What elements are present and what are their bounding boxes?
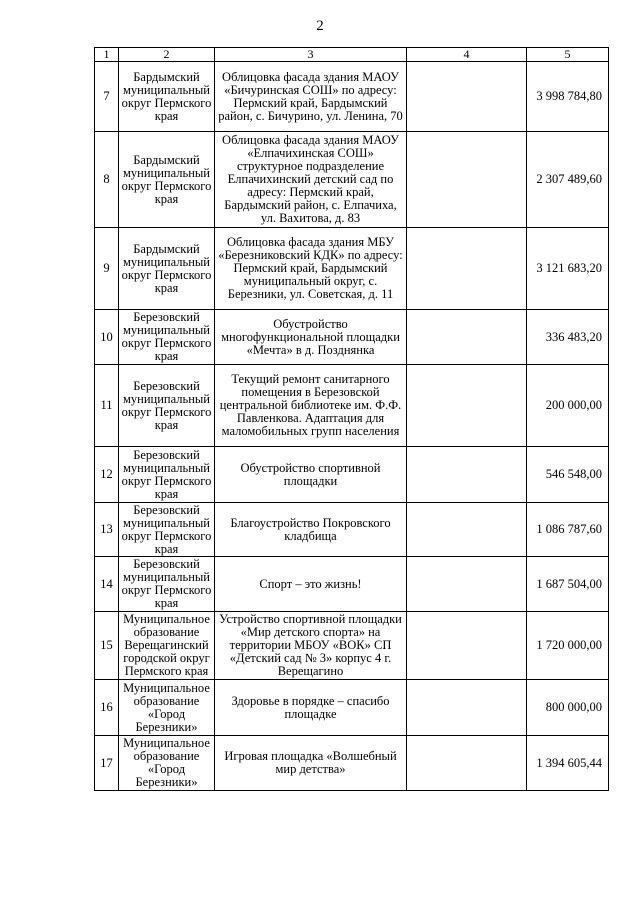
amount: 546 548,00	[527, 447, 609, 503]
amount: 3 121 683,20	[527, 228, 609, 310]
amount: 800 000,00	[527, 680, 609, 736]
page-number: 2	[316, 18, 324, 34]
row-number: 12	[95, 447, 119, 503]
empty-cell	[407, 365, 527, 447]
empty-cell	[407, 132, 527, 228]
project-description: Спорт – это жизнь!	[215, 557, 407, 612]
amount: 200 000,00	[527, 365, 609, 447]
project-description: Устройство спортивной площадки «Мир детского спорта» на территории МБОУ «ВОК» СП «Детский сад № 3» корпус 4 г. Верещагино	[215, 612, 407, 680]
row-number: 16	[95, 680, 119, 736]
row-number: 11	[95, 365, 119, 447]
empty-cell	[407, 680, 527, 736]
empty-cell	[407, 612, 527, 680]
empty-cell	[407, 228, 527, 310]
empty-cell	[407, 62, 527, 132]
project-description: Обустройство многофункциональной площадки «Мечта» в д. Позднянка	[215, 310, 407, 365]
amount: 1 687 504,00	[527, 557, 609, 612]
header-cell: 4	[407, 48, 527, 62]
project-description: Текущий ремонт санитарного помещения в Березовской центральной библиотеке им. Ф.Ф. Павленкова. Адаптация для маломобильных групп населения	[215, 365, 407, 447]
header-cell: 5	[527, 48, 609, 62]
amount: 3 998 784,80	[527, 62, 609, 132]
row-number: 10	[95, 310, 119, 365]
project-description: Игровая площадка «Волшебный мир детства»	[215, 736, 407, 791]
amount: 2 307 489,60	[527, 132, 609, 228]
empty-cell	[407, 736, 527, 791]
header-cell: 2	[119, 48, 215, 62]
table-row	[95, 447, 609, 503]
header-cell: 3	[215, 48, 407, 62]
municipality-name: Муниципальное образование «Город Березники»	[119, 680, 215, 736]
empty-cell	[407, 310, 527, 365]
municipality-name: Березовский муниципальный округ Пермского края	[119, 557, 215, 612]
table-row	[95, 736, 609, 791]
project-description: Облицовка фасада здания МБУ «Березниковский КДК» по адресу: Пермский край, Бардымский муниципальный округ, с. Березники, ул. Советская, д. 11	[215, 228, 407, 310]
project-description: Облицовка фасада здания МАОУ «Бичуринская СОШ» по адресу: Пермский край, Бардымский район, с. Бичурино, ул. Ленина, 70	[215, 62, 407, 132]
row-number: 14	[95, 557, 119, 612]
empty-cell	[407, 503, 527, 557]
municipality-name: Березовский муниципальный округ Пермского края	[119, 503, 215, 557]
funding-table	[94, 47, 609, 791]
row-number: 13	[95, 503, 119, 557]
project-description: Благоустройство Покровского кладбища	[215, 503, 407, 557]
table-row	[95, 365, 609, 447]
project-description: Здоровье в порядке – спасибо площадке	[215, 680, 407, 736]
municipality-name: Березовский муниципальный округ Пермского края	[119, 310, 215, 365]
project-description: Облицовка фасада здания МАОУ «Елпачихинская СОШ» структурное подразделение Елпачихинский детский сад по адресу: Пермский край, Бардымский район, с. Елпачиха, ул. Вахитова, д. 83	[215, 132, 407, 228]
amount: 1 086 787,60	[527, 503, 609, 557]
municipality-name: Березовский муниципальный округ Пермского края	[119, 447, 215, 503]
table-row	[95, 228, 609, 310]
row-number: 8	[95, 132, 119, 228]
table-row	[95, 310, 609, 365]
project-description: Обустройство спортивной площадки	[215, 447, 407, 503]
table-row	[95, 62, 609, 132]
row-number: 17	[95, 736, 119, 791]
municipality-name: Муниципальное образование «Город Березники»	[119, 736, 215, 791]
empty-cell	[407, 557, 527, 612]
municipality-name: Бардымский муниципальный округ Пермского края	[119, 228, 215, 310]
table-row	[95, 557, 609, 612]
amount: 1 394 605,44	[527, 736, 609, 791]
header-cell: 1	[95, 48, 119, 62]
municipality-name: Бардымский муниципальный округ Пермского края	[119, 132, 215, 228]
empty-cell	[407, 447, 527, 503]
row-number: 9	[95, 228, 119, 310]
municipality-name: Муниципальное образование Верещагинский городской округ Пермского края	[119, 612, 215, 680]
amount: 336 483,20	[527, 310, 609, 365]
table-row	[95, 132, 609, 228]
table-row	[95, 680, 609, 736]
row-number: 15	[95, 612, 119, 680]
amount: 1 720 000,00	[527, 612, 609, 680]
municipality-name: Бардымский муниципальный округ Пермского края	[119, 62, 215, 132]
table-row	[95, 503, 609, 557]
table-row	[95, 612, 609, 680]
row-number: 7	[95, 62, 119, 132]
municipality-name: Березовский муниципальный округ Пермского края	[119, 365, 215, 447]
table-header-row	[95, 48, 609, 62]
